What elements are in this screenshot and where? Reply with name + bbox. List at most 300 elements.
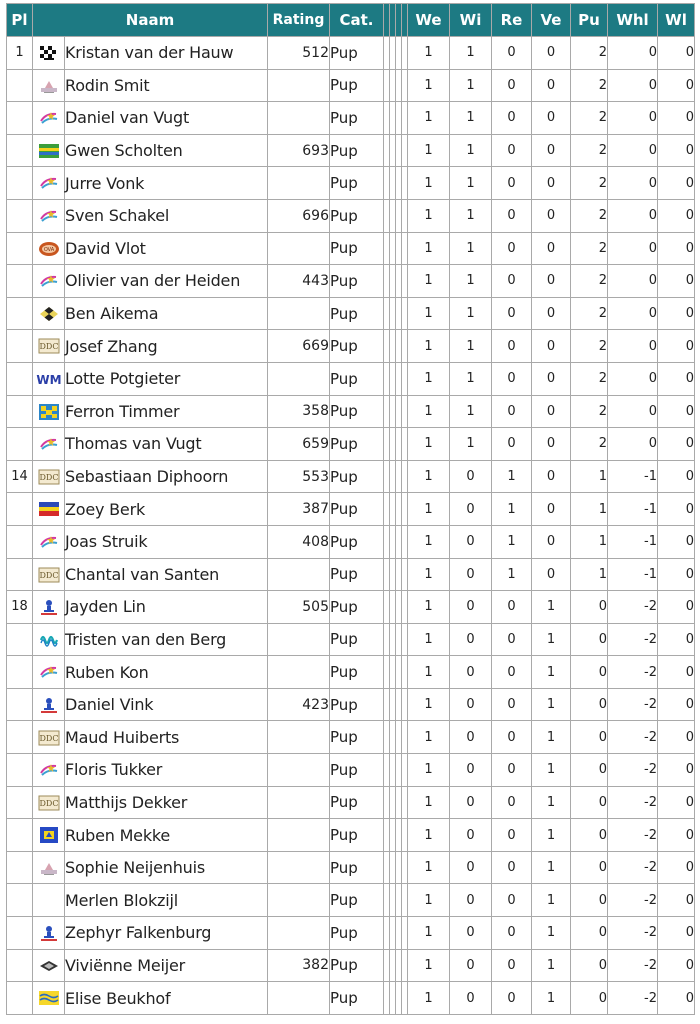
chess-piece-logo xyxy=(38,924,60,942)
whl-cell: -2 xyxy=(608,721,658,754)
category-cell: Pup xyxy=(330,819,384,852)
games-played-cell: 1 xyxy=(408,949,450,982)
table-row[interactable] xyxy=(7,428,695,461)
category-cell: Pup xyxy=(330,232,384,265)
club-logo-cell xyxy=(33,656,65,689)
header-wi[interactable]: Wi xyxy=(450,4,492,37)
header-pl[interactable]: Pl xyxy=(7,4,33,37)
whl-cell: -2 xyxy=(608,688,658,721)
table-row[interactable] xyxy=(7,199,695,232)
place-cell: 1 xyxy=(7,37,33,70)
ddc-text-logo xyxy=(38,566,60,584)
table-row[interactable] xyxy=(7,362,695,395)
place-cell xyxy=(7,102,33,135)
place-cell xyxy=(7,525,33,558)
table-row[interactable] xyxy=(7,851,695,884)
small-emblem-logo xyxy=(38,859,60,877)
player-name[interactable]: Jayden Lin xyxy=(65,591,268,624)
table-row[interactable] xyxy=(7,297,695,330)
chess-piece-logo xyxy=(38,696,60,714)
svg-text:WM: WM xyxy=(35,372,62,387)
player-name[interactable]: Sophie Neijenhuis xyxy=(65,851,268,884)
whl-cell: 0 xyxy=(608,265,658,298)
club-logo-cell xyxy=(33,851,65,884)
player-name[interactable]: Rodin Smit xyxy=(65,69,268,102)
whl-cell: 0 xyxy=(608,330,658,363)
player-name[interactable]: Ben Aikema xyxy=(65,297,268,330)
points-cell: 2 xyxy=(571,330,608,363)
draws-cell: 0 xyxy=(492,330,532,363)
club-logo-cell xyxy=(33,525,65,558)
wl-cell: 0 xyxy=(658,656,695,689)
player-name[interactable]: Merlen Blokzijl xyxy=(65,884,268,917)
whl-cell: 0 xyxy=(608,69,658,102)
place-cell: 14 xyxy=(7,460,33,493)
player-name[interactable]: Ferron Timmer xyxy=(65,395,268,428)
header-whl[interactable]: Whl xyxy=(608,4,658,37)
category-cell: Pup xyxy=(330,851,384,884)
category-cell: Pup xyxy=(330,884,384,917)
rating-cell xyxy=(268,754,330,787)
draws-cell: 0 xyxy=(492,265,532,298)
table-row[interactable] xyxy=(7,917,695,950)
wins-cell: 0 xyxy=(450,460,492,493)
wl-cell: 0 xyxy=(658,558,695,591)
table-row[interactable] xyxy=(7,786,695,819)
header-cat[interactable]: Cat. xyxy=(330,4,384,37)
points-cell: 1 xyxy=(571,558,608,591)
place-cell xyxy=(7,884,33,917)
games-played-cell: 1 xyxy=(408,265,450,298)
games-played-cell: 1 xyxy=(408,493,450,526)
losses-cell: 1 xyxy=(532,721,571,754)
standings-table xyxy=(6,3,695,1015)
wins-cell: 0 xyxy=(450,721,492,754)
whl-cell: -2 xyxy=(608,786,658,819)
header-rating[interactable]: Rating xyxy=(268,4,330,37)
table-row[interactable] xyxy=(7,395,695,428)
table-row[interactable] xyxy=(7,949,695,982)
player-name[interactable]: Daniel Vink xyxy=(65,688,268,721)
points-cell: 2 xyxy=(571,37,608,70)
rating-cell xyxy=(268,623,330,656)
wl-cell: 0 xyxy=(658,232,695,265)
star-swirl-logo xyxy=(38,663,60,681)
losses-cell: 1 xyxy=(532,917,571,950)
table-row[interactable] xyxy=(7,134,695,167)
rating-cell xyxy=(268,851,330,884)
chess-piece-logo xyxy=(38,598,60,616)
whl-cell: -2 xyxy=(608,949,658,982)
draws-cell: 0 xyxy=(492,754,532,787)
wl-cell: 0 xyxy=(658,460,695,493)
club-logo-cell xyxy=(33,982,65,1015)
points-cell: 0 xyxy=(571,949,608,982)
draws-cell: 0 xyxy=(492,232,532,265)
wl-cell: 0 xyxy=(658,265,695,298)
wl-cell: 0 xyxy=(658,37,695,70)
wins-cell: 0 xyxy=(450,884,492,917)
wl-cell: 0 xyxy=(658,134,695,167)
whl-cell: 0 xyxy=(608,37,658,70)
place-cell xyxy=(7,330,33,363)
wl-cell: 0 xyxy=(658,623,695,656)
table-row[interactable] xyxy=(7,167,695,200)
whl-cell: 0 xyxy=(608,134,658,167)
wl-cell: 0 xyxy=(658,786,695,819)
category-cell: Pup xyxy=(330,721,384,754)
place-cell xyxy=(7,265,33,298)
wins-cell: 1 xyxy=(450,232,492,265)
wins-cell: 0 xyxy=(450,493,492,526)
losses-cell: 0 xyxy=(532,460,571,493)
wl-cell: 0 xyxy=(658,395,695,428)
wins-cell: 1 xyxy=(450,37,492,70)
losses-cell: 0 xyxy=(532,330,571,363)
club-logo-cell xyxy=(33,102,65,135)
svg-text:DDC: DDC xyxy=(39,472,58,482)
table-row[interactable] xyxy=(7,721,695,754)
games-played-cell: 1 xyxy=(408,884,450,917)
header-ve[interactable]: Ve xyxy=(532,4,571,37)
checkered-flag-logo xyxy=(38,44,60,62)
table-row[interactable] xyxy=(7,558,695,591)
wl-cell: 0 xyxy=(658,591,695,624)
place-cell xyxy=(7,688,33,721)
whl-cell: 0 xyxy=(608,232,658,265)
player-name[interactable]: Ruben Mekke xyxy=(65,819,268,852)
draws-cell: 0 xyxy=(492,428,532,461)
club-logo-cell xyxy=(33,558,65,591)
category-cell: Pup xyxy=(330,656,384,689)
player-name[interactable]: Viviënne Meijer xyxy=(65,949,268,982)
draws-cell: 0 xyxy=(492,134,532,167)
player-name[interactable]: Joas Struik xyxy=(65,525,268,558)
category-cell: Pup xyxy=(330,558,384,591)
draws-cell: 0 xyxy=(492,297,532,330)
rating-cell: 512 xyxy=(268,37,330,70)
player-name[interactable]: David Vlot xyxy=(65,232,268,265)
player-name[interactable]: Josef Zhang xyxy=(65,330,268,363)
player-name[interactable]: Sebastiaan Diphoorn xyxy=(65,460,268,493)
whl-cell: -1 xyxy=(608,525,658,558)
wins-cell: 1 xyxy=(450,265,492,298)
wl-cell: 0 xyxy=(658,69,695,102)
table-row[interactable] xyxy=(7,460,695,493)
points-cell: 0 xyxy=(571,884,608,917)
place-cell xyxy=(7,134,33,167)
draws-cell: 0 xyxy=(492,884,532,917)
draws-cell: 0 xyxy=(492,395,532,428)
wins-cell: 1 xyxy=(450,167,492,200)
player-name[interactable]: Tristen van den Berg xyxy=(65,623,268,656)
table-row[interactable] xyxy=(7,493,695,526)
player-name[interactable]: Zephyr Falkenburg xyxy=(65,917,268,950)
losses-cell: 1 xyxy=(532,754,571,787)
losses-cell: 0 xyxy=(532,167,571,200)
wl-cell: 0 xyxy=(658,330,695,363)
table-row[interactable] xyxy=(7,623,695,656)
player-name[interactable]: Thomas van Vugt xyxy=(65,428,268,461)
rating-cell: 443 xyxy=(268,265,330,298)
star-swirl-logo xyxy=(38,174,60,192)
club-logo-cell xyxy=(33,949,65,982)
rating-cell xyxy=(268,884,330,917)
wl-cell: 0 xyxy=(658,428,695,461)
games-played-cell: 1 xyxy=(408,134,450,167)
rating-cell xyxy=(268,167,330,200)
games-played-cell: 1 xyxy=(408,721,450,754)
table-body xyxy=(7,37,695,1015)
blue-yellow-grid-logo xyxy=(38,403,60,421)
category-cell: Pup xyxy=(330,297,384,330)
losses-cell: 0 xyxy=(532,428,571,461)
place-cell xyxy=(7,167,33,200)
player-name[interactable]: Chantal van Santen xyxy=(65,558,268,591)
draws-cell: 1 xyxy=(492,525,532,558)
whl-cell: -1 xyxy=(608,493,658,526)
points-cell: 0 xyxy=(571,656,608,689)
draws-cell: 0 xyxy=(492,982,532,1015)
whl-cell: 0 xyxy=(608,199,658,232)
games-played-cell: 1 xyxy=(408,754,450,787)
category-cell: Pup xyxy=(330,167,384,200)
wins-cell: 0 xyxy=(450,786,492,819)
wl-cell: 0 xyxy=(658,493,695,526)
wl-cell: 0 xyxy=(658,819,695,852)
whl-cell: -2 xyxy=(608,591,658,624)
table-row[interactable] xyxy=(7,330,695,363)
points-cell: 0 xyxy=(571,688,608,721)
whl-cell: 0 xyxy=(608,362,658,395)
rating-cell xyxy=(268,819,330,852)
player-name[interactable]: Ruben Kon xyxy=(65,656,268,689)
player-name[interactable]: Matthijs Dekker xyxy=(65,786,268,819)
wins-cell: 0 xyxy=(450,591,492,624)
losses-cell: 1 xyxy=(532,982,571,1015)
draws-cell: 0 xyxy=(492,786,532,819)
table-row[interactable] xyxy=(7,982,695,1015)
wins-cell: 0 xyxy=(450,851,492,884)
place-cell xyxy=(7,851,33,884)
rating-cell: 505 xyxy=(268,591,330,624)
wins-cell: 0 xyxy=(450,754,492,787)
points-cell: 2 xyxy=(571,232,608,265)
rating-cell: 387 xyxy=(268,493,330,526)
category-cell: Pup xyxy=(330,754,384,787)
losses-cell: 0 xyxy=(532,69,571,102)
wins-cell: 0 xyxy=(450,917,492,950)
place-cell: 18 xyxy=(7,591,33,624)
games-played-cell: 1 xyxy=(408,982,450,1015)
club-logo-cell xyxy=(33,199,65,232)
wm-letters-logo xyxy=(35,370,62,388)
points-cell: 2 xyxy=(571,199,608,232)
table-row[interactable] xyxy=(7,591,695,624)
player-name[interactable]: Daniel van Vugt xyxy=(65,102,268,135)
category-cell: Pup xyxy=(330,134,384,167)
club-logo-cell xyxy=(33,591,65,624)
star-swirl-logo xyxy=(38,207,60,225)
player-name[interactable]: Elise Beukhof xyxy=(65,982,268,1015)
losses-cell: 1 xyxy=(532,688,571,721)
club-logo-cell xyxy=(33,362,65,395)
whl-cell: 0 xyxy=(608,428,658,461)
games-played-cell: 1 xyxy=(408,37,450,70)
losses-cell: 1 xyxy=(532,819,571,852)
points-cell: 2 xyxy=(571,297,608,330)
points-cell: 0 xyxy=(571,917,608,950)
place-cell xyxy=(7,982,33,1015)
wins-cell: 1 xyxy=(450,362,492,395)
wins-cell: 1 xyxy=(450,69,492,102)
club-logo-cell xyxy=(33,623,65,656)
losses-cell: 0 xyxy=(532,102,571,135)
rating-cell: 358 xyxy=(268,395,330,428)
games-played-cell: 1 xyxy=(408,819,450,852)
club-logo-cell xyxy=(33,297,65,330)
header-row xyxy=(7,4,695,37)
player-name[interactable]: Zoey Berk xyxy=(65,493,268,526)
player-name[interactable]: Olivier van der Heiden xyxy=(65,265,268,298)
ova-oval-logo xyxy=(38,240,60,258)
club-logo-cell xyxy=(33,884,65,917)
points-cell: 1 xyxy=(571,493,608,526)
place-cell xyxy=(7,199,33,232)
header-re[interactable]: Re xyxy=(492,4,532,37)
category-cell: Pup xyxy=(330,102,384,135)
rating-cell xyxy=(268,362,330,395)
player-name[interactable]: Kristan van der Hauw xyxy=(65,37,268,70)
checker-diamond-logo xyxy=(38,305,60,323)
player-name[interactable]: Jurre Vonk xyxy=(65,167,268,200)
place-cell xyxy=(7,786,33,819)
whl-cell: -2 xyxy=(608,884,658,917)
club-logo-cell xyxy=(33,460,65,493)
club-logo-cell xyxy=(33,330,65,363)
category-cell: Pup xyxy=(330,37,384,70)
category-cell: Pup xyxy=(330,786,384,819)
draws-cell: 0 xyxy=(492,167,532,200)
losses-cell: 0 xyxy=(532,232,571,265)
category-cell: Pup xyxy=(330,917,384,950)
games-played-cell: 1 xyxy=(408,688,450,721)
points-cell: 2 xyxy=(571,395,608,428)
games-played-cell: 1 xyxy=(408,917,450,950)
teal-wave-logo xyxy=(38,631,60,649)
table-row[interactable] xyxy=(7,656,695,689)
draws-cell: 0 xyxy=(492,851,532,884)
whl-cell: -1 xyxy=(608,460,658,493)
place-cell xyxy=(7,949,33,982)
header-naam[interactable]: Naam xyxy=(33,4,268,37)
whl-cell: -2 xyxy=(608,851,658,884)
points-cell: 2 xyxy=(571,167,608,200)
draws-cell: 0 xyxy=(492,69,532,102)
wins-cell: 1 xyxy=(450,297,492,330)
losses-cell: 1 xyxy=(532,656,571,689)
place-cell xyxy=(7,917,33,950)
club-logo-cell xyxy=(33,37,65,70)
category-cell: Pup xyxy=(330,982,384,1015)
games-played-cell: 1 xyxy=(408,167,450,200)
whl-cell: 0 xyxy=(608,395,658,428)
losses-cell: 1 xyxy=(532,591,571,624)
svg-text:DDC: DDC xyxy=(39,733,58,743)
whl-cell: -2 xyxy=(608,982,658,1015)
table-row[interactable] xyxy=(7,688,695,721)
player-name[interactable]: Floris Tukker xyxy=(65,754,268,787)
wl-cell: 0 xyxy=(658,754,695,787)
whl-cell: -2 xyxy=(608,917,658,950)
header-wl[interactable]: Wl xyxy=(658,4,695,37)
whl-cell: -2 xyxy=(608,754,658,787)
games-played-cell: 1 xyxy=(408,395,450,428)
points-cell: 2 xyxy=(571,428,608,461)
whl-cell: -1 xyxy=(608,558,658,591)
wins-cell: 1 xyxy=(450,199,492,232)
club-logo-cell xyxy=(33,917,65,950)
table-row[interactable] xyxy=(7,37,695,70)
rating-cell: 693 xyxy=(268,134,330,167)
player-name[interactable]: Lotte Potgieter xyxy=(65,362,268,395)
wl-cell: 0 xyxy=(658,949,695,982)
table-row[interactable] xyxy=(7,525,695,558)
header-pu[interactable]: Pu xyxy=(571,4,608,37)
draws-cell: 0 xyxy=(492,102,532,135)
draws-cell: 0 xyxy=(492,819,532,852)
games-played-cell: 1 xyxy=(408,623,450,656)
points-cell: 0 xyxy=(571,786,608,819)
table-row[interactable] xyxy=(7,884,695,917)
losses-cell: 0 xyxy=(532,297,571,330)
draws-cell: 1 xyxy=(492,460,532,493)
table-row[interactable] xyxy=(7,232,695,265)
category-cell: Pup xyxy=(330,265,384,298)
rating-cell xyxy=(268,69,330,102)
club-logo-cell xyxy=(33,232,65,265)
draws-cell: 0 xyxy=(492,656,532,689)
table-row[interactable] xyxy=(7,102,695,135)
category-cell: Pup xyxy=(330,525,384,558)
whl-cell: 0 xyxy=(608,102,658,135)
striped-flag-logo xyxy=(38,142,60,160)
points-cell: 0 xyxy=(571,721,608,754)
place-cell xyxy=(7,297,33,330)
ddc-text-logo xyxy=(38,468,60,486)
table-row[interactable] xyxy=(7,69,695,102)
points-cell: 2 xyxy=(571,69,608,102)
wins-cell: 1 xyxy=(450,330,492,363)
player-name[interactable]: Sven Schakel xyxy=(65,199,268,232)
table-row[interactable] xyxy=(7,265,695,298)
player-name[interactable]: Maud Huiberts xyxy=(65,721,268,754)
tricolor-flag-logo xyxy=(38,500,60,518)
header-we[interactable]: We xyxy=(408,4,450,37)
player-name[interactable]: Gwen Scholten xyxy=(65,134,268,167)
category-cell: Pup xyxy=(330,362,384,395)
rating-cell: 659 xyxy=(268,428,330,461)
draws-cell: 1 xyxy=(492,493,532,526)
games-played-cell: 1 xyxy=(408,362,450,395)
table-row[interactable] xyxy=(7,819,695,852)
club-logo-cell xyxy=(33,786,65,819)
yellow-wave-logo xyxy=(38,989,60,1007)
category-cell: Pup xyxy=(330,428,384,461)
losses-cell: 1 xyxy=(532,786,571,819)
table-row[interactable] xyxy=(7,754,695,787)
points-cell: 1 xyxy=(571,460,608,493)
